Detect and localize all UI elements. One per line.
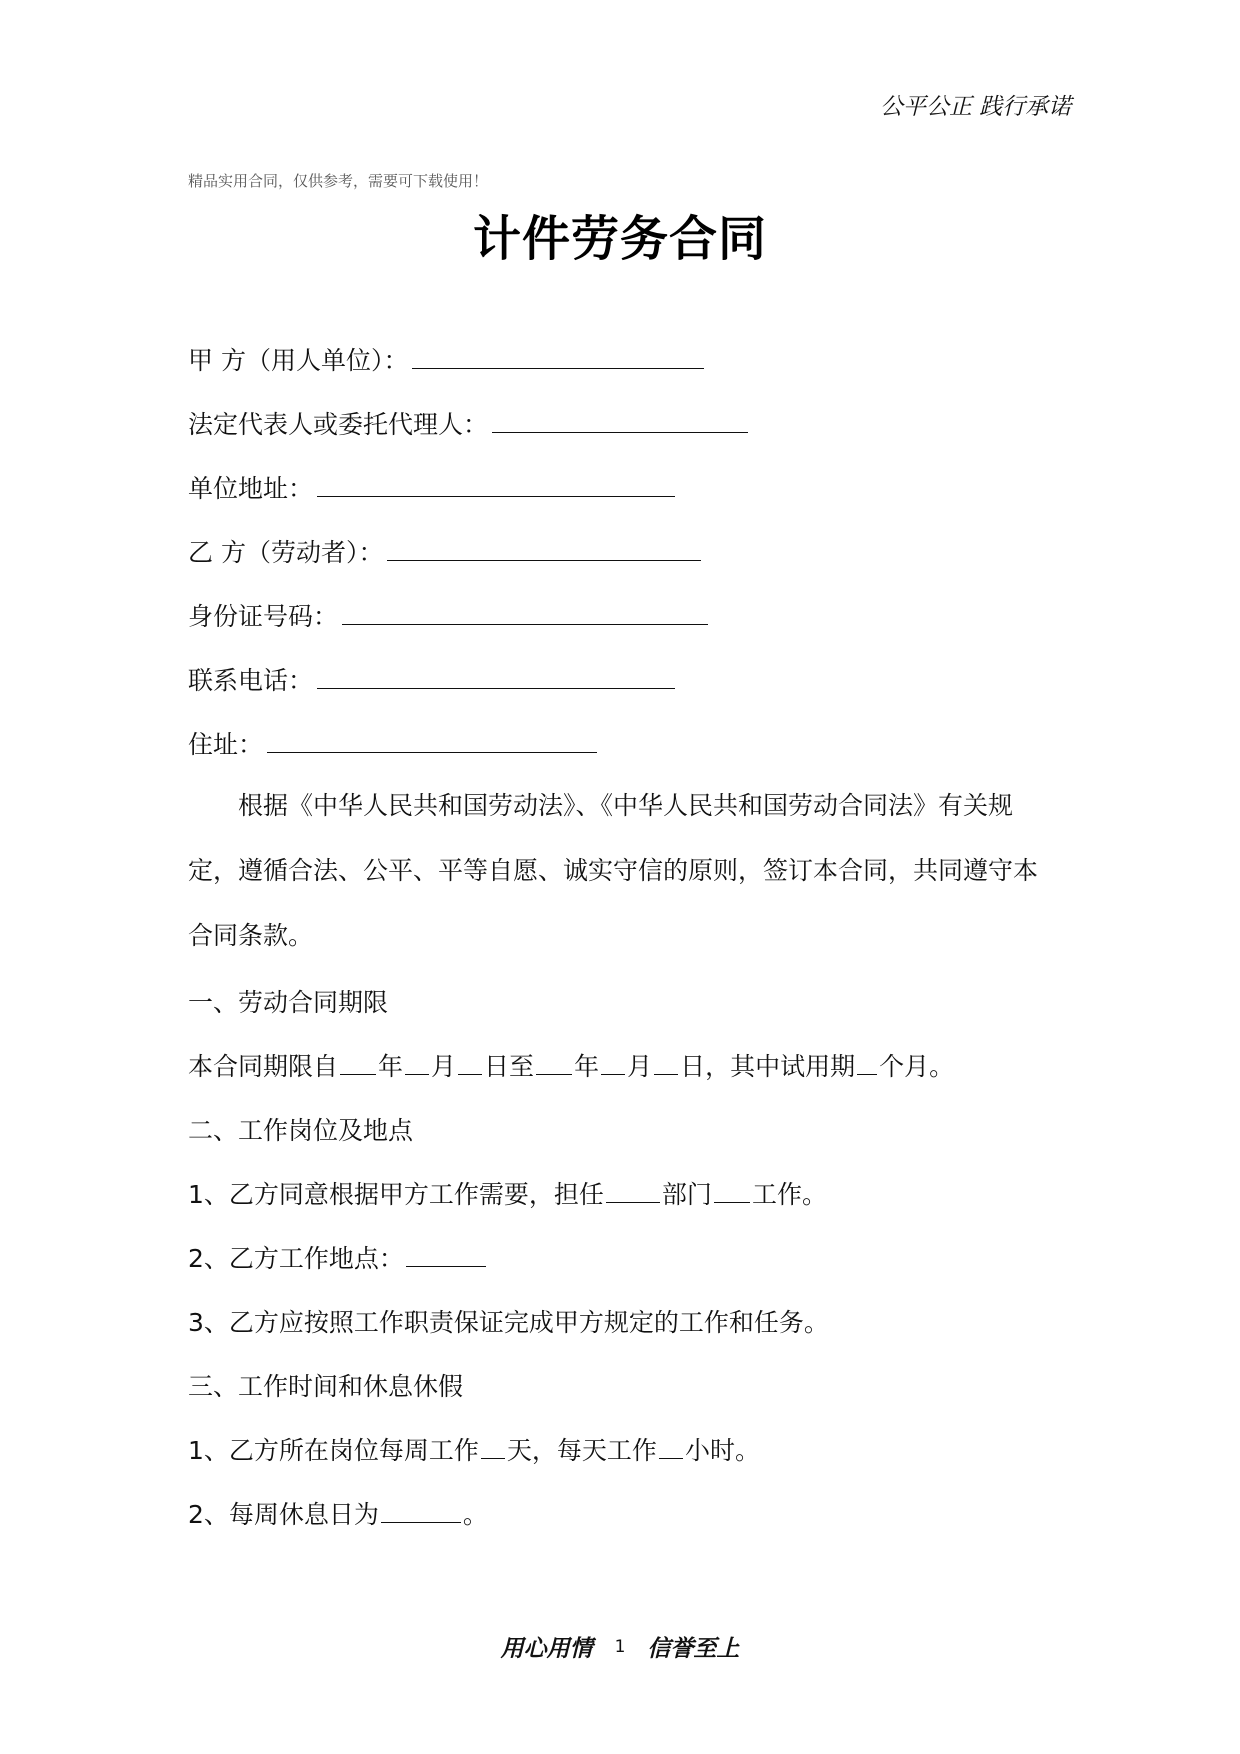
footer-left-slogan: 用心用情	[500, 1636, 593, 1662]
field-party-b	[188, 534, 701, 570]
item-text: 部门	[661, 1180, 712, 1209]
fill-blank[interactable]	[317, 662, 675, 689]
page-footer	[0, 1630, 1240, 1663]
fill-blank[interactable]	[387, 534, 701, 561]
field-id-number	[188, 598, 708, 634]
term-clause	[188, 1050, 954, 1084]
item-text: 天，每天工作	[506, 1436, 657, 1465]
fill-blank[interactable]	[412, 342, 704, 369]
item-text: 2、每周休息日为	[188, 1500, 379, 1529]
term-text: 个月。	[879, 1052, 955, 1081]
field-residence	[188, 726, 597, 762]
section-heading-hours: 三、工作时间和休息休假	[188, 1372, 464, 1401]
hours-item-2	[188, 1498, 488, 1532]
field-label: 住址：	[188, 730, 264, 759]
job-blank[interactable]	[714, 1180, 750, 1203]
field-label: 法定代表人或委托代理人：	[188, 410, 489, 439]
fill-blank[interactable]	[342, 598, 708, 625]
fill-blank[interactable]	[317, 470, 675, 497]
term-text: 月	[627, 1052, 653, 1081]
month-blank[interactable]	[601, 1052, 625, 1075]
term-text: 年	[574, 1052, 600, 1081]
section-heading-term: 一、劳动合同期限	[188, 988, 389, 1017]
field-label: 联系电话：	[188, 666, 314, 695]
document-title: 计件劳务合同	[472, 211, 767, 267]
usage-note: 精品实用合同，仅供参考，需要可下载使用！	[188, 172, 489, 190]
item-text: 工作。	[751, 1180, 827, 1209]
footer-right-slogan: 信誉至上	[647, 1636, 740, 1662]
item-text: 2、乙方工作地点：	[188, 1244, 404, 1273]
field-label: 乙 方（劳动者）：	[188, 538, 384, 567]
term-text: 日，其中试用期	[680, 1052, 856, 1081]
item-text: 小时。	[684, 1436, 760, 1465]
position-item-1	[188, 1178, 827, 1212]
day-blank[interactable]	[654, 1052, 678, 1075]
header-slogan: 公平公正 践行承诺	[880, 94, 1072, 120]
month-blank[interactable]	[405, 1052, 429, 1075]
year-blank[interactable]	[536, 1052, 572, 1075]
field-party-a	[188, 342, 704, 378]
item-text: 。	[462, 1500, 488, 1529]
position-item-2	[188, 1242, 488, 1276]
hours-blank[interactable]	[659, 1436, 683, 1459]
field-label: 单位地址：	[188, 474, 314, 503]
day-blank[interactable]	[458, 1052, 482, 1075]
field-address	[188, 470, 675, 506]
fill-blank[interactable]	[492, 406, 748, 433]
page-number: 1	[614, 1637, 626, 1657]
field-label: 甲 方（用人单位）：	[188, 346, 409, 375]
position-item-3: 3、乙方应按照工作职责保证完成甲方规定的工作和任务。	[188, 1308, 829, 1337]
fill-blank[interactable]	[267, 726, 597, 753]
intro-paragraph: 根据《中华人民共和国劳动法》、《中华人民共和国劳动合同法》有关规定，遵循合法、公平、平等自愿、诚实守信的原则，签订本合同，共同遵守本合同条款。	[188, 791, 1039, 950]
section-heading-position: 二、工作岗位及地点	[188, 1116, 414, 1145]
term-text: 月	[431, 1052, 457, 1081]
item-text: 1、乙方所在岗位每周工作	[188, 1436, 479, 1465]
term-text: 日至	[484, 1052, 535, 1081]
year-blank[interactable]	[340, 1052, 376, 1075]
term-text: 年	[378, 1052, 404, 1081]
item-text: 1、乙方同意根据甲方工作需要，担任	[188, 1180, 604, 1209]
days-blank[interactable]	[481, 1436, 505, 1459]
hours-item-1	[188, 1434, 760, 1468]
field-legal-rep	[188, 406, 748, 442]
workplace-blank[interactable]	[406, 1244, 486, 1267]
term-text: 本合同期限自	[188, 1052, 339, 1081]
probation-blank[interactable]	[857, 1052, 877, 1075]
rest-day-blank[interactable]	[381, 1500, 461, 1523]
department-blank[interactable]	[606, 1180, 660, 1203]
field-label: 身份证号码：	[188, 602, 339, 631]
field-phone	[188, 662, 675, 698]
